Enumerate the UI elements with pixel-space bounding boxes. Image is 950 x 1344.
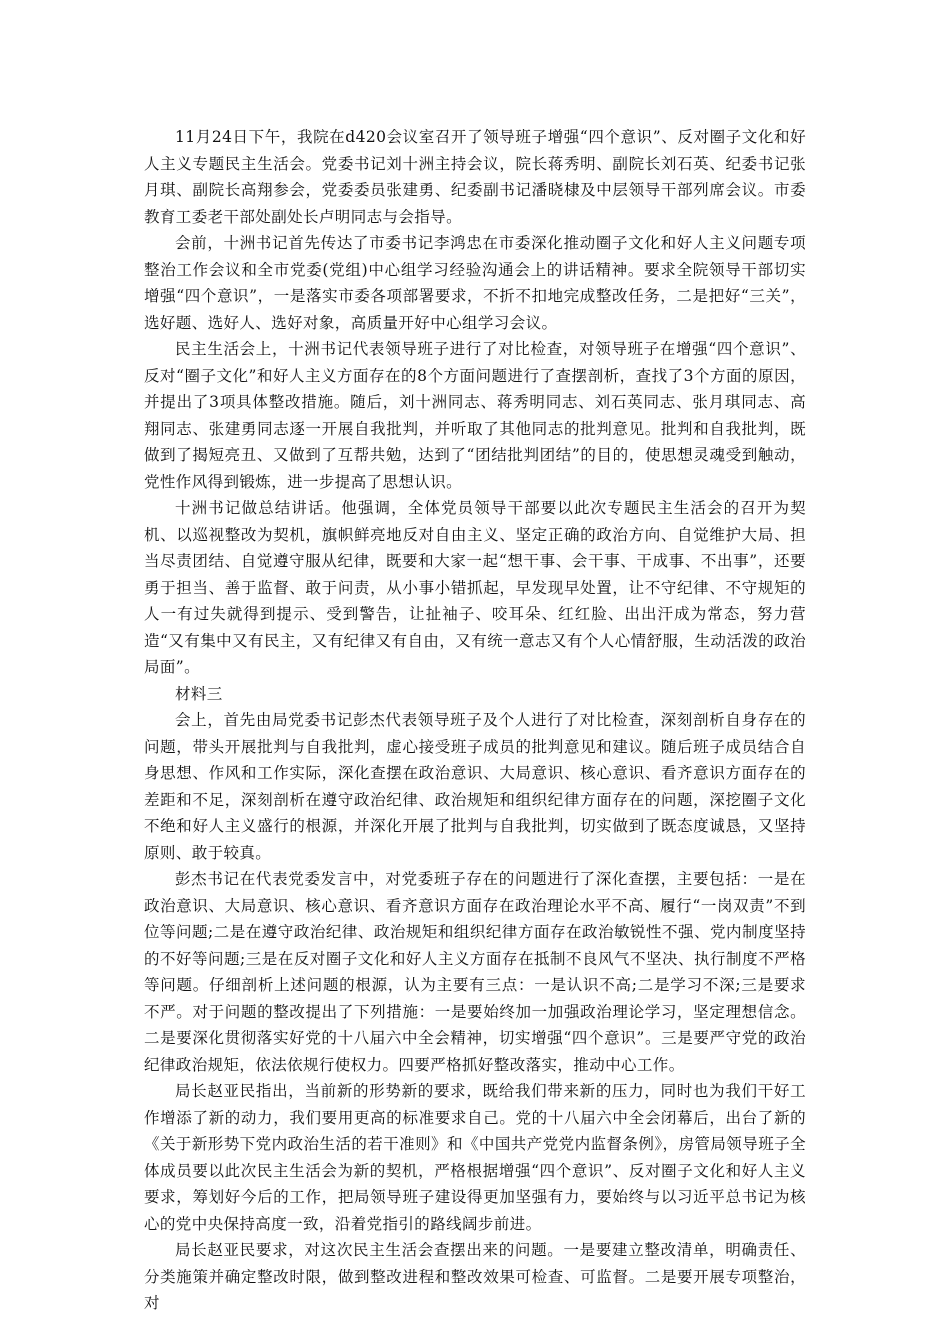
paragraph: 民主生活会上，十洲书记代表领导班子进行了对比检查，对领导班子在增强“四个意识”、反对“圈子文化”和好人主义方面存在的8个方面问题进行了查摆剖析，查找了3个方面的原因，并提出了3项具体整改措施。随后，刘十洲同志、蒋秀明同志、刘石英同志、张月琪同志、高翔同志、张建勇同志逐一开展自我批判，并听取了其他同志的批判意见。批判和自我批判，既做到了揭短亮丑、又做到了互帮共勉，达到了“团结批判团结”的目的，使思想灵魂受到触动，党性作风得到锻炼，进一步提高了思想认识。 xyxy=(144,340,806,491)
paragraph: 十洲书记做总结讲话。他强调，全体党员领导干部要以此次专题民主生活会的召开为契机、以巡视整改为契机，旗帜鲜亮地反对自由主义、坚定正确的政治方向、自觉维护大局、担当尽责团结、自觉遵守服从纪律，既要和大家一起“想干事、会干事、干成事、不出事”，还要勇于担当、善于监督、敢于问责，从小事小错抓起，早发现早处置，让不守纪律、不守规矩的人一有过失就得到提示、受到警告，让扯袖子、咬耳朵、红红脸、出出汗成为常态，努力营造“又有集中又有民主，又有纪律又有自由，又有统一意志又有个人心情舒服，生动活泼的政治局面”。 xyxy=(144,499,806,676)
paragraph: 会上，首先由局党委书记彭杰代表领导班子及个人进行了对比检查，深刻剖析自身存在的问题，带头开展批判与自我批判，虚心接受班子成员的批判意见和建议。随后班子成员结合自身思想、作风和工作实际，深化查摆在政治意识、大局意识、核心意识、看齐意识方面存在的差距和不足，深刻剖析在遵守政治纪律、政治规矩和组织纪律方面存在的问题，深挖圈子文化不绝和好人主义盛行的根源，并深化开展了批判与自我批判，切实做到了既态度诚恳，又坚持原则、敢于较真。 xyxy=(144,711,806,862)
paragraph: 局长赵亚民要求，对这次民主生活会查摆出来的问题。一是要建立整改清单，明确责任、分类施策并确定整改时限，做到整改进程和整改效果可检查、可监督。二是要开展专项整治，对 xyxy=(144,1241,806,1312)
section-heading: 材料三 xyxy=(175,684,223,703)
document-body xyxy=(144,124,806,1317)
paragraph: 11月24日下午，我院在d420会议室召开了领导班子增强“四个意识”、反对圈子文化和好人主义专题民主生活会。党委书记刘十洲主持会议，院长蒋秀明、副院长刘石英、纪委书记张月琪、副院长高翔参会，党委委员张建勇、纪委副书记潘晓棣及中层领导干部列席会议。市委教育工委老干部处副处长卢明同志与会指导。 xyxy=(144,128,806,226)
paragraph: 彭杰书记在代表党委发言中，对党委班子存在的问题进行了深化查摆，主要包括：一是在政治意识、大局意识、核心意识、看齐意识方面存在政治理论水平不高、履行“一岗双责”不到位等问题;二是在遵守政治纪律、政治规矩和组织纪律方面存在政治敏锐性不强、党内制度坚持的不好等问题;三是在反对圈子文化和好人主义方面存在抵制不良风气不坚决、执行制度不严格等问题。仔细剖析上述问题的根源，认为主要有三点：一是认识不高;二是学习不深;三是要求不严。对于问题的整改提出了下列措施：一是要始终加一加强政治理论学习，坚定理想信念。二是要深化贯彻落实好党的十八届六中全会精神，切实增强“四个意识”。三是要严守党的政治纪律政治规矩，依法依规行使权力。四要严格抓好整改落实，推动中心工作。 xyxy=(144,870,806,1074)
paragraph: 局长赵亚民指出，当前新的形势新的要求，既给我们带来新的压力，同时也为我们干好工作增添了新的动力，我们要用更高的标准要求自己。党的十八届六中全会闭幕后，出台了新的《关于新形势下党内政治生活的若干准则》和《中国共产党党内监督条例》，房管局领导班子全体成员要以此次民主生活会为新的契机，严格根据增强“四个意识”、反对圈子文化和好人主义要求，筹划好今后的工作，把局领导班子建设得更加坚强有力，要始终与以习近平总书记为核心的党中央保持高度一致，沿着党指引的路线阔步前进。 xyxy=(144,1082,806,1233)
paragraph: 会前，十洲书记首先传达了市委书记李鸿忠在市委深化推动圈子文化和好人主义问题专项整治工作会议和全市党委(党组)中心组学习经验沟通会上的讲话精神。要求全院领导干部切实增强“四个意识”，一是落实市委各项部署要求，不折不扣地完成整改任务，二是把好“三关”，选好题、选好人、选好对象，高质量开好中心组学习会议。 xyxy=(144,234,806,332)
